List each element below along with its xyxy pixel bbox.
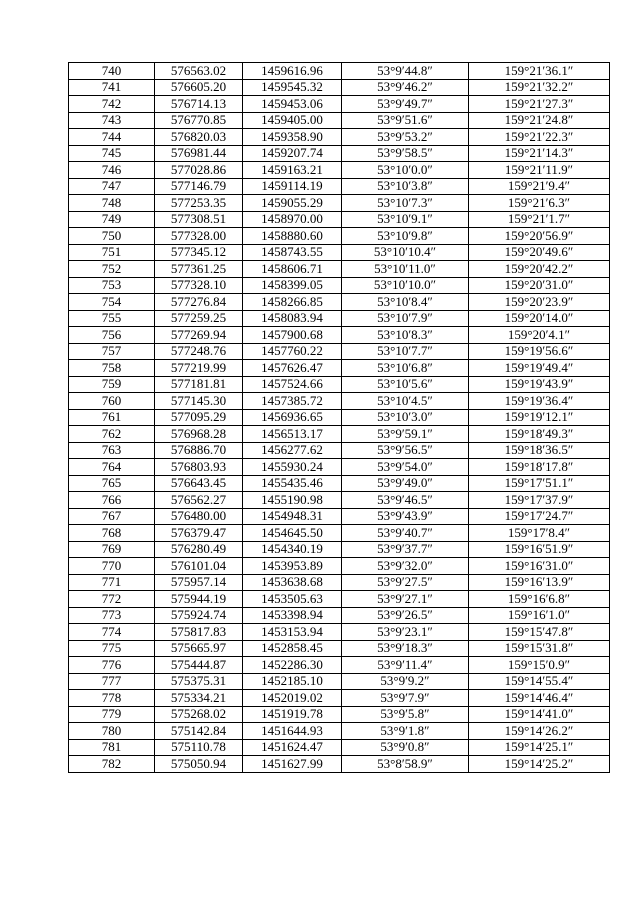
point-number-cell: 751 bbox=[69, 244, 155, 261]
table-row bbox=[69, 591, 610, 608]
longitude-cell: 159°21′36.1″ bbox=[469, 63, 610, 80]
latitude-cell: 53°9′5.8″ bbox=[342, 706, 469, 723]
table-row bbox=[69, 195, 610, 212]
point-number-cell: 757 bbox=[69, 343, 155, 360]
x-coordinate-cell: 576981.44 bbox=[155, 145, 243, 162]
longitude-cell: 159°20′42.2″ bbox=[469, 261, 610, 278]
y-coordinate-cell: 1456277.62 bbox=[243, 442, 342, 459]
latitude-cell: 53°10′0.0″ bbox=[342, 162, 469, 179]
longitude-cell: 159°14′55.4″ bbox=[469, 673, 610, 690]
y-coordinate-cell: 1458970.00 bbox=[243, 211, 342, 228]
point-number-cell: 745 bbox=[69, 145, 155, 162]
x-coordinate-cell: 577248.76 bbox=[155, 343, 243, 360]
latitude-cell: 53°9′53.2″ bbox=[342, 129, 469, 146]
latitude-cell: 53°9′7.9″ bbox=[342, 690, 469, 707]
longitude-cell: 159°18′36.5″ bbox=[469, 442, 610, 459]
longitude-cell: 159°21′32.2″ bbox=[469, 79, 610, 96]
table-row bbox=[69, 739, 610, 756]
x-coordinate-cell: 575944.19 bbox=[155, 591, 243, 608]
longitude-cell: 159°14′25.2″ bbox=[469, 756, 610, 773]
table-row bbox=[69, 690, 610, 707]
latitude-cell: 53°10′10.0″ bbox=[342, 277, 469, 294]
table-row bbox=[69, 756, 610, 773]
y-coordinate-cell: 1452019.02 bbox=[243, 690, 342, 707]
point-number-cell: 748 bbox=[69, 195, 155, 212]
y-coordinate-cell: 1453153.94 bbox=[243, 624, 342, 641]
point-number-cell: 762 bbox=[69, 426, 155, 443]
point-number-cell: 753 bbox=[69, 277, 155, 294]
table-row bbox=[69, 261, 610, 278]
longitude-cell: 159°20′14.0″ bbox=[469, 310, 610, 327]
latitude-cell: 53°9′27.1″ bbox=[342, 591, 469, 608]
table-row bbox=[69, 541, 610, 558]
point-number-cell: 743 bbox=[69, 112, 155, 129]
latitude-cell: 53°9′18.3″ bbox=[342, 640, 469, 657]
latitude-cell: 53°9′40.7″ bbox=[342, 525, 469, 542]
longitude-cell: 159°14′46.4″ bbox=[469, 690, 610, 707]
point-number-cell: 759 bbox=[69, 376, 155, 393]
table-row bbox=[69, 376, 610, 393]
x-coordinate-cell: 575334.21 bbox=[155, 690, 243, 707]
latitude-cell: 53°9′49.0″ bbox=[342, 475, 469, 492]
table-row bbox=[69, 145, 610, 162]
x-coordinate-cell: 575110.78 bbox=[155, 739, 243, 756]
longitude-cell: 159°14′26.2″ bbox=[469, 723, 610, 740]
x-coordinate-cell: 576643.45 bbox=[155, 475, 243, 492]
latitude-cell: 53°9′9.2″ bbox=[342, 673, 469, 690]
x-coordinate-cell: 577219.99 bbox=[155, 360, 243, 377]
table-row bbox=[69, 294, 610, 311]
y-coordinate-cell: 1453398.94 bbox=[243, 607, 342, 624]
latitude-cell: 53°10′5.6″ bbox=[342, 376, 469, 393]
x-coordinate-cell: 577328.00 bbox=[155, 228, 243, 245]
x-coordinate-cell: 577269.94 bbox=[155, 327, 243, 344]
y-coordinate-cell: 1457524.66 bbox=[243, 376, 342, 393]
latitude-cell: 53°9′44.8″ bbox=[342, 63, 469, 80]
x-coordinate-cell: 576820.03 bbox=[155, 129, 243, 146]
longitude-cell: 159°14′25.1″ bbox=[469, 739, 610, 756]
point-number-cell: 765 bbox=[69, 475, 155, 492]
x-coordinate-cell: 577253.35 bbox=[155, 195, 243, 212]
x-coordinate-cell: 577361.25 bbox=[155, 261, 243, 278]
x-coordinate-cell: 577328.10 bbox=[155, 277, 243, 294]
point-number-cell: 777 bbox=[69, 673, 155, 690]
y-coordinate-cell: 1459405.00 bbox=[243, 112, 342, 129]
y-coordinate-cell: 1459358.90 bbox=[243, 129, 342, 146]
longitude-cell: 159°15′47.8″ bbox=[469, 624, 610, 641]
x-coordinate-cell: 577345.12 bbox=[155, 244, 243, 261]
y-coordinate-cell: 1458743.55 bbox=[243, 244, 342, 261]
x-coordinate-cell: 577181.81 bbox=[155, 376, 243, 393]
y-coordinate-cell: 1457900.68 bbox=[243, 327, 342, 344]
x-coordinate-cell: 575817.83 bbox=[155, 624, 243, 641]
y-coordinate-cell: 1458083.94 bbox=[243, 310, 342, 327]
point-number-cell: 760 bbox=[69, 393, 155, 410]
table-row bbox=[69, 525, 610, 542]
point-number-cell: 764 bbox=[69, 459, 155, 476]
table-row bbox=[69, 558, 610, 575]
longitude-cell: 159°15′31.8″ bbox=[469, 640, 610, 657]
y-coordinate-cell: 1453505.63 bbox=[243, 591, 342, 608]
latitude-cell: 53°10′8.4″ bbox=[342, 294, 469, 311]
x-coordinate-cell: 576714.13 bbox=[155, 96, 243, 113]
latitude-cell: 53°10′3.0″ bbox=[342, 409, 469, 426]
y-coordinate-cell: 1458266.85 bbox=[243, 294, 342, 311]
table-row bbox=[69, 442, 610, 459]
longitude-cell: 159°18′49.3″ bbox=[469, 426, 610, 443]
latitude-cell: 53°9′37.7″ bbox=[342, 541, 469, 558]
y-coordinate-cell: 1451919.78 bbox=[243, 706, 342, 723]
longitude-cell: 159°21′22.3″ bbox=[469, 129, 610, 146]
latitude-cell: 53°9′1.8″ bbox=[342, 723, 469, 740]
x-coordinate-cell: 577308.51 bbox=[155, 211, 243, 228]
table-row bbox=[69, 723, 610, 740]
x-coordinate-cell: 575375.31 bbox=[155, 673, 243, 690]
table-row bbox=[69, 393, 610, 410]
x-coordinate-cell: 576803.93 bbox=[155, 459, 243, 476]
y-coordinate-cell: 1453953.89 bbox=[243, 558, 342, 575]
y-coordinate-cell: 1455435.46 bbox=[243, 475, 342, 492]
point-number-cell: 754 bbox=[69, 294, 155, 311]
table-row bbox=[69, 607, 610, 624]
x-coordinate-cell: 575444.87 bbox=[155, 657, 243, 674]
point-number-cell: 747 bbox=[69, 178, 155, 195]
longitude-cell: 159°20′4.1″ bbox=[469, 327, 610, 344]
longitude-cell: 159°16′31.0″ bbox=[469, 558, 610, 575]
table-row bbox=[69, 310, 610, 327]
table-row bbox=[69, 343, 610, 360]
latitude-cell: 53°10′11.0″ bbox=[342, 261, 469, 278]
coordinate-table-page bbox=[68, 62, 609, 773]
longitude-cell: 159°21′27.3″ bbox=[469, 96, 610, 113]
point-number-cell: 768 bbox=[69, 525, 155, 542]
latitude-cell: 53°9′23.1″ bbox=[342, 624, 469, 641]
coordinate-table bbox=[68, 62, 610, 773]
table-row bbox=[69, 459, 610, 476]
x-coordinate-cell: 575142.84 bbox=[155, 723, 243, 740]
longitude-cell: 159°20′23.9″ bbox=[469, 294, 610, 311]
latitude-cell: 53°10′7.3″ bbox=[342, 195, 469, 212]
latitude-cell: 53°9′43.9″ bbox=[342, 508, 469, 525]
y-coordinate-cell: 1457760.22 bbox=[243, 343, 342, 360]
y-coordinate-cell: 1454645.50 bbox=[243, 525, 342, 542]
y-coordinate-cell: 1459114.19 bbox=[243, 178, 342, 195]
latitude-cell: 53°10′6.8″ bbox=[342, 360, 469, 377]
point-number-cell: 773 bbox=[69, 607, 155, 624]
table-row bbox=[69, 657, 610, 674]
table-row bbox=[69, 624, 610, 641]
x-coordinate-cell: 576379.47 bbox=[155, 525, 243, 542]
latitude-cell: 53°9′11.4″ bbox=[342, 657, 469, 674]
latitude-cell: 53°9′54.0″ bbox=[342, 459, 469, 476]
latitude-cell: 53°9′58.5″ bbox=[342, 145, 469, 162]
point-number-cell: 769 bbox=[69, 541, 155, 558]
table-row bbox=[69, 327, 610, 344]
longitude-cell: 159°17′51.1″ bbox=[469, 475, 610, 492]
y-coordinate-cell: 1454340.19 bbox=[243, 541, 342, 558]
y-coordinate-cell: 1452286.30 bbox=[243, 657, 342, 674]
point-number-cell: 758 bbox=[69, 360, 155, 377]
x-coordinate-cell: 576101.04 bbox=[155, 558, 243, 575]
point-number-cell: 770 bbox=[69, 558, 155, 575]
y-coordinate-cell: 1451644.93 bbox=[243, 723, 342, 740]
point-number-cell: 761 bbox=[69, 409, 155, 426]
y-coordinate-cell: 1457626.47 bbox=[243, 360, 342, 377]
point-number-cell: 771 bbox=[69, 574, 155, 591]
latitude-cell: 53°9′27.5″ bbox=[342, 574, 469, 591]
x-coordinate-cell: 576480.00 bbox=[155, 508, 243, 525]
point-number-cell: 740 bbox=[69, 63, 155, 80]
table-row bbox=[69, 409, 610, 426]
y-coordinate-cell: 1456513.17 bbox=[243, 426, 342, 443]
table-row bbox=[69, 360, 610, 377]
point-number-cell: 741 bbox=[69, 79, 155, 96]
table-row bbox=[69, 508, 610, 525]
table-row bbox=[69, 640, 610, 657]
y-coordinate-cell: 1459545.32 bbox=[243, 79, 342, 96]
y-coordinate-cell: 1459207.74 bbox=[243, 145, 342, 162]
latitude-cell: 53°10′7.9″ bbox=[342, 310, 469, 327]
y-coordinate-cell: 1457385.72 bbox=[243, 393, 342, 410]
latitude-cell: 53°9′51.6″ bbox=[342, 112, 469, 129]
x-coordinate-cell: 576280.49 bbox=[155, 541, 243, 558]
y-coordinate-cell: 1455190.98 bbox=[243, 492, 342, 509]
latitude-cell: 53°10′10.4″ bbox=[342, 244, 469, 261]
x-coordinate-cell: 575050.94 bbox=[155, 756, 243, 773]
longitude-cell: 159°19′43.9″ bbox=[469, 376, 610, 393]
table-row bbox=[69, 244, 610, 261]
table-row bbox=[69, 211, 610, 228]
longitude-cell: 159°21′14.3″ bbox=[469, 145, 610, 162]
y-coordinate-cell: 1459616.96 bbox=[243, 63, 342, 80]
longitude-cell: 159°21′9.4″ bbox=[469, 178, 610, 195]
latitude-cell: 53°9′32.0″ bbox=[342, 558, 469, 575]
point-number-cell: 775 bbox=[69, 640, 155, 657]
latitude-cell: 53°10′3.8″ bbox=[342, 178, 469, 195]
point-number-cell: 752 bbox=[69, 261, 155, 278]
x-coordinate-cell: 576563.02 bbox=[155, 63, 243, 80]
longitude-cell: 159°16′13.9″ bbox=[469, 574, 610, 591]
longitude-cell: 159°16′6.8″ bbox=[469, 591, 610, 608]
x-coordinate-cell: 577095.29 bbox=[155, 409, 243, 426]
point-number-cell: 749 bbox=[69, 211, 155, 228]
point-number-cell: 755 bbox=[69, 310, 155, 327]
latitude-cell: 53°8′58.9″ bbox=[342, 756, 469, 773]
longitude-cell: 159°20′56.9″ bbox=[469, 228, 610, 245]
x-coordinate-cell: 577145.30 bbox=[155, 393, 243, 410]
point-number-cell: 782 bbox=[69, 756, 155, 773]
longitude-cell: 159°15′0.9″ bbox=[469, 657, 610, 674]
longitude-cell: 159°17′37.9″ bbox=[469, 492, 610, 509]
x-coordinate-cell: 576886.70 bbox=[155, 442, 243, 459]
latitude-cell: 53°10′8.3″ bbox=[342, 327, 469, 344]
y-coordinate-cell: 1459453.06 bbox=[243, 96, 342, 113]
longitude-cell: 159°17′24.7″ bbox=[469, 508, 610, 525]
longitude-cell: 159°19′49.4″ bbox=[469, 360, 610, 377]
point-number-cell: 780 bbox=[69, 723, 155, 740]
table-row bbox=[69, 178, 610, 195]
point-number-cell: 774 bbox=[69, 624, 155, 641]
point-number-cell: 746 bbox=[69, 162, 155, 179]
longitude-cell: 159°20′31.0″ bbox=[469, 277, 610, 294]
latitude-cell: 53°9′46.5″ bbox=[342, 492, 469, 509]
longitude-cell: 159°19′12.1″ bbox=[469, 409, 610, 426]
latitude-cell: 53°9′0.8″ bbox=[342, 739, 469, 756]
latitude-cell: 53°10′7.7″ bbox=[342, 343, 469, 360]
longitude-cell: 159°21′1.7″ bbox=[469, 211, 610, 228]
point-number-cell: 756 bbox=[69, 327, 155, 344]
y-coordinate-cell: 1455930.24 bbox=[243, 459, 342, 476]
x-coordinate-cell: 577028.86 bbox=[155, 162, 243, 179]
table-row bbox=[69, 673, 610, 690]
latitude-cell: 53°9′59.1″ bbox=[342, 426, 469, 443]
y-coordinate-cell: 1454948.31 bbox=[243, 508, 342, 525]
latitude-cell: 53°9′56.5″ bbox=[342, 442, 469, 459]
longitude-cell: 159°20′49.6″ bbox=[469, 244, 610, 261]
longitude-cell: 159°14′41.0″ bbox=[469, 706, 610, 723]
y-coordinate-cell: 1452858.45 bbox=[243, 640, 342, 657]
point-number-cell: 744 bbox=[69, 129, 155, 146]
latitude-cell: 53°10′9.1″ bbox=[342, 211, 469, 228]
x-coordinate-cell: 575665.97 bbox=[155, 640, 243, 657]
table-row bbox=[69, 228, 610, 245]
x-coordinate-cell: 576968.28 bbox=[155, 426, 243, 443]
y-coordinate-cell: 1452185.10 bbox=[243, 673, 342, 690]
longitude-cell: 159°16′1.0″ bbox=[469, 607, 610, 624]
x-coordinate-cell: 575268.02 bbox=[155, 706, 243, 723]
point-number-cell: 772 bbox=[69, 591, 155, 608]
table-row bbox=[69, 706, 610, 723]
y-coordinate-cell: 1453638.68 bbox=[243, 574, 342, 591]
x-coordinate-cell: 576562.27 bbox=[155, 492, 243, 509]
table-row bbox=[69, 426, 610, 443]
y-coordinate-cell: 1451624.47 bbox=[243, 739, 342, 756]
table-row bbox=[69, 574, 610, 591]
longitude-cell: 159°17′8.4″ bbox=[469, 525, 610, 542]
table-row bbox=[69, 96, 610, 113]
x-coordinate-cell: 576770.85 bbox=[155, 112, 243, 129]
latitude-cell: 53°10′9.8″ bbox=[342, 228, 469, 245]
longitude-cell: 159°18′17.8″ bbox=[469, 459, 610, 476]
table-row bbox=[69, 79, 610, 96]
point-number-cell: 779 bbox=[69, 706, 155, 723]
latitude-cell: 53°9′26.5″ bbox=[342, 607, 469, 624]
longitude-cell: 159°21′6.3″ bbox=[469, 195, 610, 212]
longitude-cell: 159°21′11.9″ bbox=[469, 162, 610, 179]
longitude-cell: 159°16′51.9″ bbox=[469, 541, 610, 558]
point-number-cell: 778 bbox=[69, 690, 155, 707]
y-coordinate-cell: 1451627.99 bbox=[243, 756, 342, 773]
latitude-cell: 53°9′46.2″ bbox=[342, 79, 469, 96]
point-number-cell: 767 bbox=[69, 508, 155, 525]
latitude-cell: 53°10′4.5″ bbox=[342, 393, 469, 410]
x-coordinate-cell: 577259.25 bbox=[155, 310, 243, 327]
y-coordinate-cell: 1456936.65 bbox=[243, 409, 342, 426]
table-row bbox=[69, 129, 610, 146]
longitude-cell: 159°19′36.4″ bbox=[469, 393, 610, 410]
point-number-cell: 750 bbox=[69, 228, 155, 245]
y-coordinate-cell: 1458880.60 bbox=[243, 228, 342, 245]
point-number-cell: 763 bbox=[69, 442, 155, 459]
y-coordinate-cell: 1458606.71 bbox=[243, 261, 342, 278]
x-coordinate-cell: 577276.84 bbox=[155, 294, 243, 311]
table-row bbox=[69, 492, 610, 509]
latitude-cell: 53°9′49.7″ bbox=[342, 96, 469, 113]
longitude-cell: 159°19′56.6″ bbox=[469, 343, 610, 360]
x-coordinate-cell: 577146.79 bbox=[155, 178, 243, 195]
longitude-cell: 159°21′24.8″ bbox=[469, 112, 610, 129]
coordinate-table-body bbox=[69, 63, 610, 773]
x-coordinate-cell: 575924.74 bbox=[155, 607, 243, 624]
point-number-cell: 776 bbox=[69, 657, 155, 674]
point-number-cell: 766 bbox=[69, 492, 155, 509]
point-number-cell: 742 bbox=[69, 96, 155, 113]
y-coordinate-cell: 1458399.05 bbox=[243, 277, 342, 294]
x-coordinate-cell: 575957.14 bbox=[155, 574, 243, 591]
table-row bbox=[69, 112, 610, 129]
x-coordinate-cell: 576605.20 bbox=[155, 79, 243, 96]
point-number-cell: 781 bbox=[69, 739, 155, 756]
table-row bbox=[69, 162, 610, 179]
y-coordinate-cell: 1459055.29 bbox=[243, 195, 342, 212]
table-row bbox=[69, 63, 610, 80]
table-row bbox=[69, 277, 610, 294]
table-row bbox=[69, 475, 610, 492]
y-coordinate-cell: 1459163.21 bbox=[243, 162, 342, 179]
